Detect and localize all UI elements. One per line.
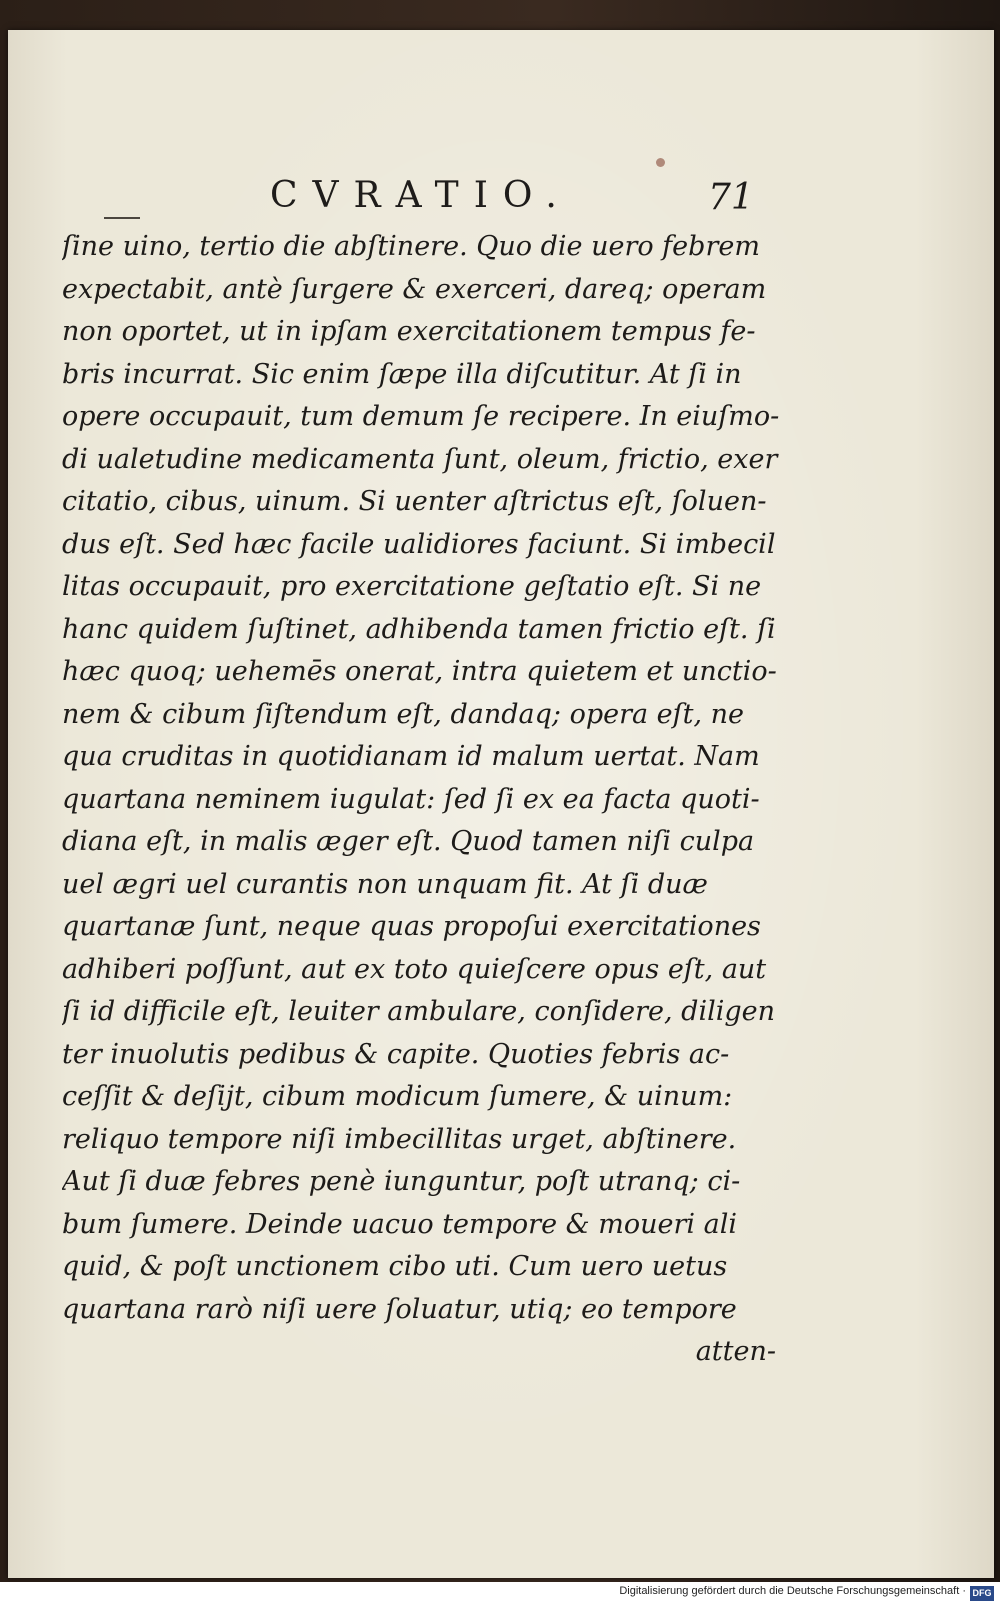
text-line: quartana rarò niſi uere ſoluatur, utiq; eo tempore xyxy=(62,1293,737,1325)
text-line: citatio, cibus, uinum. Si uenter aſtrictus eſt, ſoluen- xyxy=(62,486,767,517)
text-line: dus eſt. Sed hæc facile ualidiores faciunt. Si imbecil xyxy=(62,528,776,560)
text-line: hæc quoq; uehemēs onerat, intra quietem et unctio- xyxy=(62,656,777,687)
funding-note: Digitalisierung gefördert durch die Deutsche Forschungsgemeinschaft · xyxy=(619,1585,966,1597)
ink-stain xyxy=(656,158,665,167)
text-line: Aut ſi duæ febres penè iunguntur, poſt utranq; ci- xyxy=(62,1166,741,1197)
dfg-logo: DFG xyxy=(970,1586,994,1601)
text-line: nem & cibum ſiſtendum eſt, dandaq; opera eſt, ne xyxy=(62,698,745,730)
text-line: ſi id difficile eſt, leuiter ambulare, conſidere, diligen xyxy=(62,996,775,1027)
text-line: non oportet, ut in ipſam exercitationem tempus fe- xyxy=(62,316,756,347)
text-line: ter inuolutis pedibus & capite. Quoties febris ac- xyxy=(62,1038,730,1070)
text-line: quartanæ ſunt, neque quas propoſui exercitationes xyxy=(62,911,761,942)
text-line: adhiberi poſſunt, aut ex toto quieſcere opus eſt, aut xyxy=(62,953,767,985)
text-line: uel ægri uel curantis non unquam fit. At ſi duæ xyxy=(62,868,708,900)
text-line: qua cruditas in quotidianam id malum uertat. Nam xyxy=(62,741,760,772)
text-line: quartana neminem iugulat: ſed ſi ex ea facta quoti- xyxy=(62,783,760,815)
text-line: di ualetudine medicamenta ſunt, oleum, frictio, exer xyxy=(62,443,778,475)
body-text xyxy=(62,226,782,1374)
text-line: quid, & poſt unctionem cibo uti. Cum uero uetus xyxy=(62,1251,728,1282)
header-rule xyxy=(104,217,140,219)
running-head: CVRATIO. xyxy=(270,175,572,216)
text-line: ſine uino, tertio die abſtinere. Quo die uero febrem xyxy=(62,231,760,262)
page-number: 71 xyxy=(708,177,754,218)
digitization-footer xyxy=(0,1582,1000,1605)
text-line: diana eſt, in malis æger eſt. Quod tamen niſi culpa xyxy=(62,826,755,857)
text-line: bum ſumere. Deinde uacuo tempore & moueri ali xyxy=(62,1208,737,1240)
text-line: ceſſit & deſijt, cibum modicum ſumere, & uinum: xyxy=(62,1081,733,1112)
text-line: litas occupauit, pro exercitatione geſtatio eſt. Si ne xyxy=(62,571,762,602)
text-line: bris incurrat. Sic enim ſæpe illa diſcutitur. At ſi in xyxy=(62,358,742,390)
text-line: hanc quidem ſuſtinet, adhibenda tamen frictio eſt. ſi xyxy=(62,613,776,645)
text-line: reliquo tempore niſi imbecillitas urget, abſtinere. xyxy=(62,1123,737,1155)
page-header xyxy=(0,175,1000,225)
text-line: opere occupauit, tum demum ſe recipere. In eiuſmo- xyxy=(62,401,780,432)
text-line: expectabit, antè ſurgere & exerceri, dareq; operam xyxy=(62,273,767,305)
catchword: atten- xyxy=(695,1336,776,1367)
